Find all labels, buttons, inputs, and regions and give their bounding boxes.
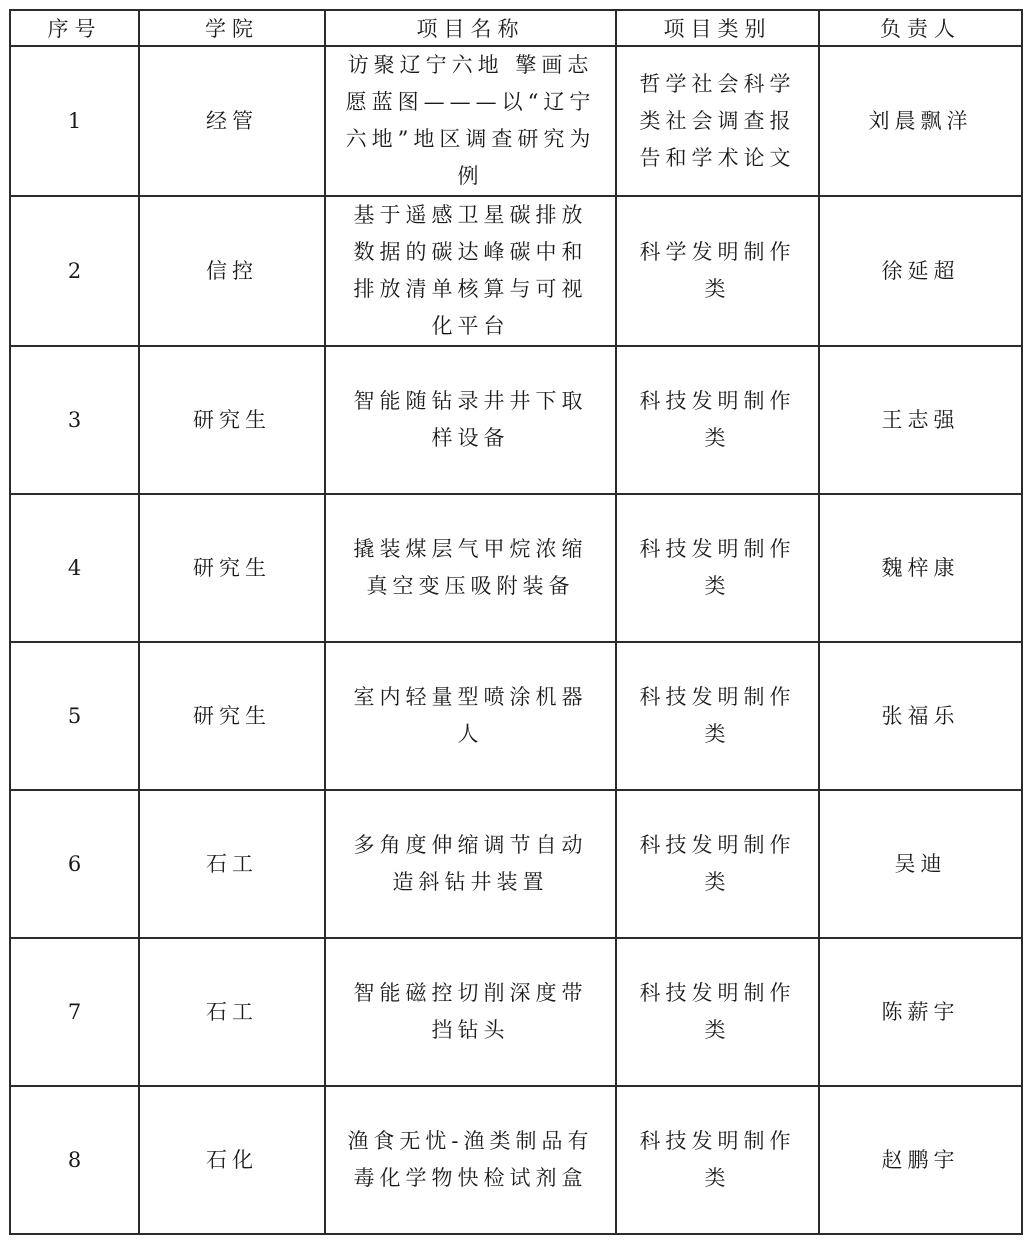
header-college: 学院 (139, 10, 325, 46)
college-cell: 信控 (139, 196, 325, 346)
category-text: 科技发明制作类 (639, 981, 796, 1042)
project-name-cell (325, 938, 616, 1086)
college-cell: 研究生 (139, 494, 325, 642)
header-project-name: 项目名称 (325, 10, 616, 46)
project-name-cell (325, 642, 616, 790)
table-row (10, 642, 1022, 790)
category-cell (616, 938, 819, 1086)
table-row (10, 790, 1022, 938)
table-row (10, 494, 1022, 642)
category-cell (616, 46, 819, 196)
project-name-text: 智能磁控切削深度带挡钻头 (353, 981, 588, 1042)
project-name-text: 智能随钻录井井下取样设备 (353, 389, 588, 450)
college-cell: 石化 (139, 1086, 325, 1234)
project-name-cell (325, 46, 616, 196)
project-name-text: 基于遥感卫星碳排放数据的碳达峰碳中和排放清单核算与可视化平台 (353, 203, 588, 338)
header-category: 项目类别 (616, 10, 819, 46)
project-name-cell (325, 196, 616, 346)
header-row (10, 10, 1022, 46)
category-text: 科技发明制作类 (639, 685, 796, 746)
leader-cell: 吴迪 (819, 790, 1022, 938)
header-leader: 负责人 (819, 10, 1022, 46)
project-name-text: 多角度伸缩调节自动造斜钻井装置 (353, 833, 588, 894)
college-cell: 石工 (139, 790, 325, 938)
college-cell: 研究生 (139, 346, 325, 494)
leader-cell: 刘晨飘洋 (819, 46, 1022, 196)
project-name-text: 访聚辽宁六地 擎画志愿蓝图———以“辽宁六地”地区调查研究为例 (345, 53, 596, 188)
leader-cell: 张福乐 (819, 642, 1022, 790)
seq-cell: 5 (10, 642, 139, 790)
category-cell (616, 346, 819, 494)
category-cell (616, 494, 819, 642)
project-name-cell (325, 1086, 616, 1234)
category-cell (616, 790, 819, 938)
seq-cell: 7 (10, 938, 139, 1086)
category-text: 科学发明制作类 (639, 240, 796, 301)
college-cell: 石工 (139, 938, 325, 1086)
seq-cell: 3 (10, 346, 139, 494)
table-row (10, 1086, 1022, 1234)
table-row (10, 46, 1022, 196)
category-text: 科技发明制作类 (639, 537, 796, 598)
leader-cell: 陈薪宇 (819, 938, 1022, 1086)
category-text: 科技发明制作类 (639, 833, 796, 894)
leader-cell: 徐延超 (819, 196, 1022, 346)
category-cell (616, 1086, 819, 1234)
leader-cell: 赵鹏宇 (819, 1086, 1022, 1234)
college-cell: 研究生 (139, 642, 325, 790)
category-text: 科技发明制作类 (639, 389, 796, 450)
table-row (10, 938, 1022, 1086)
seq-cell: 6 (10, 790, 139, 938)
table-row (10, 346, 1022, 494)
college-cell: 经管 (139, 46, 325, 196)
seq-cell: 2 (10, 196, 139, 346)
header-seq: 序号 (10, 10, 139, 46)
category-cell (616, 642, 819, 790)
category-cell (616, 196, 819, 346)
project-name-cell (325, 346, 616, 494)
project-name-text: 撬装煤层气甲烷浓缩真空变压吸附装备 (353, 537, 588, 598)
project-name-cell (325, 494, 616, 642)
category-text: 科技发明制作类 (639, 1129, 796, 1190)
leader-cell: 魏梓康 (819, 494, 1022, 642)
category-text: 哲学社会科学类社会调查报告和学术论文 (639, 71, 796, 170)
project-name-text: 渔食无忧-渔类制品有毒化学物快检试剂盒 (347, 1129, 594, 1190)
project-table (9, 9, 1023, 1235)
seq-cell: 8 (10, 1086, 139, 1234)
leader-cell: 王志强 (819, 346, 1022, 494)
seq-cell: 4 (10, 494, 139, 642)
seq-cell: 1 (10, 46, 139, 196)
project-name-cell (325, 790, 616, 938)
project-name-text: 室内轻量型喷涂机器人 (353, 685, 588, 746)
table-row (10, 196, 1022, 346)
